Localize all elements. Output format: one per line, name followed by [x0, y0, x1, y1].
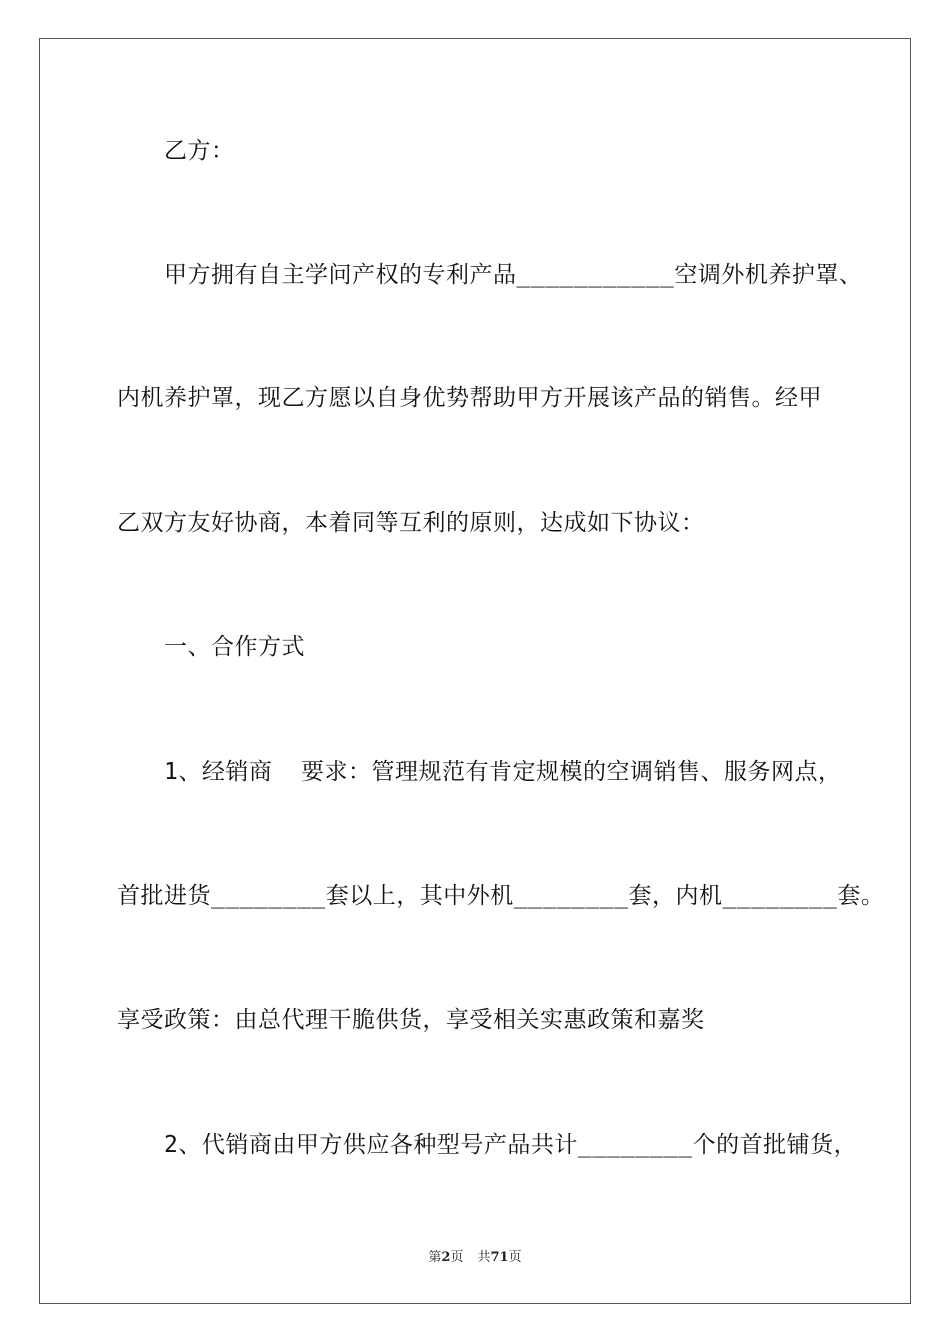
paragraph-line-1: 甲方拥有自主学问产权的专利产品___________空调外机养护罩、 [164, 262, 863, 288]
total-prefix: 共 [477, 1250, 491, 1265]
clause-1-line-2: 首批进货________套以上，其中外机________套，内机________套。 [117, 883, 885, 909]
page-footer [0, 1246, 950, 1265]
page-suffix: 页 [450, 1250, 464, 1265]
page-number: 2 [441, 1250, 451, 1265]
paragraph-line-3: 乙双方友好协商，本着同等互利的原则，达成如下协议： [117, 510, 705, 536]
policy-line: 享受政策：由总代理干脆供货，享受相关实惠政策和嘉奖 [117, 1007, 705, 1033]
total-pages: 71 [490, 1250, 509, 1265]
section-heading-cooperation: 一、合作方式 [164, 634, 305, 660]
page-prefix: 第 [428, 1250, 442, 1265]
total-suffix: 页 [508, 1250, 522, 1265]
clause-1-line-1: 1、经销商 要求：管理规范有肯定规模的空调销售、服务网点， [164, 759, 842, 785]
page-frame [39, 38, 911, 1304]
party-b-label: 乙方： [164, 138, 235, 164]
clause-2-line-1: 2、代销商由甲方供应各种型号产品共计________个的首批铺货， [164, 1132, 858, 1158]
paragraph-line-2: 内机养护罩，现乙方愿以自身优势帮助甲方开展该产品的销售。经甲 [117, 385, 822, 411]
